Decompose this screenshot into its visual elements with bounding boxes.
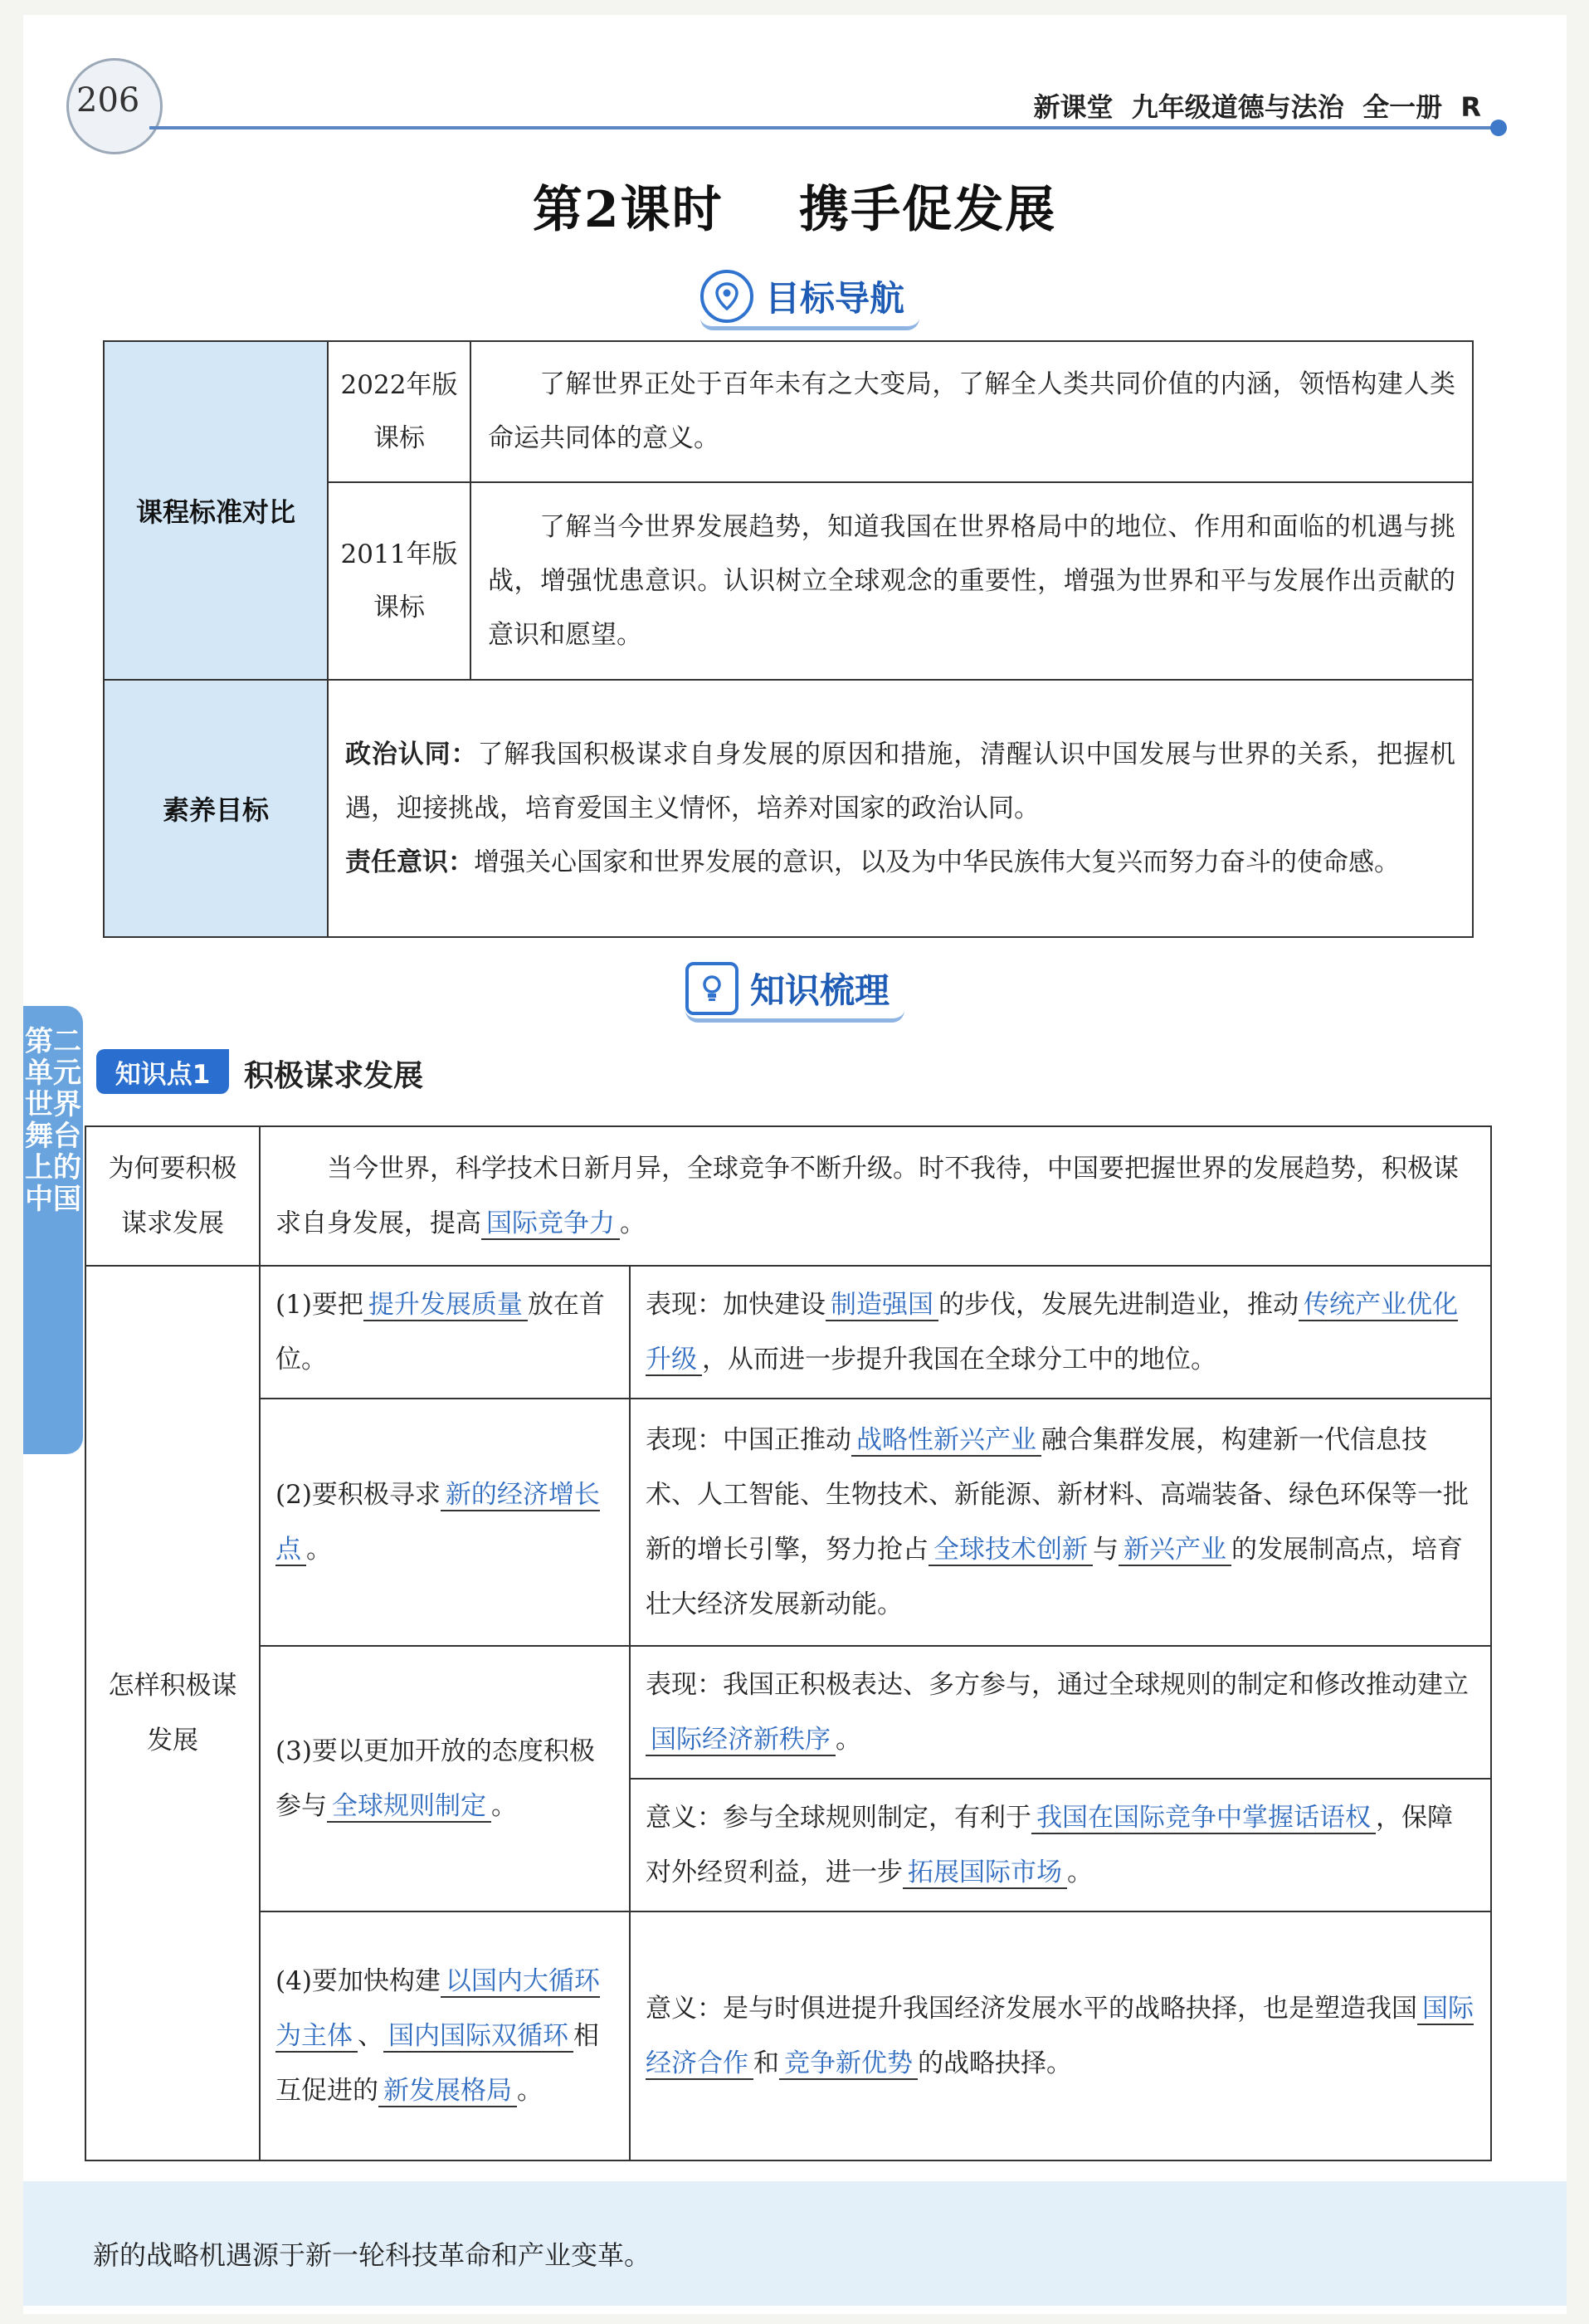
answer-blank: 传统产业优化升级 <box>646 1290 1458 1374</box>
m3-r1-pre: 表现：我国正积极表达、多方参与，通过全球规则的制定和修改推动建立 <box>646 1670 1469 1700</box>
m2-r-mid: 融合集群发展，构建新一代信息技术、人工智能、生物技术、新能源、新材料、高端装备、绿色环保等一批新的增长引擎，努力抢占 <box>646 1425 1469 1565</box>
answer-blank: 竞争新优势 <box>779 2048 918 2080</box>
section-banner-knowledge <box>685 959 890 1018</box>
version-2022-label: 2022年版课标 <box>340 370 458 453</box>
why-text: 当今世界，科学技术日新月异，全球竞争不断升级。时不我待，中国要把握世界的发展趋势，积极谋求自身发展，提高 <box>275 1154 1459 1238</box>
m2-r-post: 的发展制高点，培育壮大经济发展新动能。 <box>646 1535 1463 1619</box>
why-text-cell <box>260 1126 1491 1266</box>
m3-r2-pre: 意义：参与全球规则制定，有利于 <box>646 1803 1031 1833</box>
knowledge-point-title: 积极谋求发展 <box>244 1059 424 1093</box>
text-2022: 了解世界正处于百年未有之大变局，了解全人类共同价值的内涵，领悟构建人类命运共同体的意义。 <box>470 341 1473 482</box>
m3-post: 。 <box>491 1791 517 1821</box>
goal1-text: 了解我国积极谋求自身发展的原因和措施，清醒认识中国发展与世界的关系，把握机遇，迎接挑战，培育爱国主义情怀，培养对国家的政治认同。 <box>345 739 1455 823</box>
m3-r2-mid: ，保障对外经贸利益，进一步 <box>646 1803 1453 1887</box>
m2-post: 。 <box>306 1535 332 1565</box>
m4-pre: (4)要加快构建 <box>275 1966 441 1996</box>
answer-blank: 国际经济新秩序 <box>646 1725 836 1756</box>
m2-pre: (2)要积极寻求 <box>275 1480 441 1510</box>
version-2011 <box>328 482 470 680</box>
section-banner-label: 知识梳理 <box>750 970 890 1011</box>
section-banner-label: 目标导航 <box>765 278 905 319</box>
answer-blank: 制造强国 <box>826 1290 938 1321</box>
measure-1-detail <box>630 1266 1491 1399</box>
header-dot-icon <box>1490 120 1507 136</box>
measure-2 <box>260 1399 630 1646</box>
banner-swoosh <box>700 318 919 330</box>
why-head: 为何要积极谋求发展 <box>85 1126 260 1266</box>
m4-r-pre: 意义：是与时俱进提升我国经济发展水平的战略抉择，也是塑造我国 <box>646 1994 1417 2024</box>
m4-mid: 相互促进的 <box>275 2021 599 2106</box>
page-number: 206 <box>76 81 140 120</box>
answer-blank: 全球规则制定 <box>327 1791 491 1823</box>
how-head: 怎样积极谋发展 <box>85 1266 260 2160</box>
measure-2-detail <box>630 1399 1491 1646</box>
m3-r1-post: 。 <box>836 1725 861 1755</box>
version-2011-label: 2011年版课标 <box>340 540 458 622</box>
answer-blank: 国内国际双循环 <box>383 2021 573 2053</box>
m3-r2-post: 。 <box>1067 1858 1093 1887</box>
version-2022 <box>328 341 470 482</box>
knowledge-point-label: 知识点1 <box>96 1049 229 1094</box>
m4-post: 。 <box>517 2076 543 2106</box>
m1-pre: (1)要把 <box>275 1290 363 1320</box>
measure-4 <box>260 1911 630 2160</box>
goal2-label: 责任意识： <box>345 847 474 877</box>
m1-r-mid: 的步伐，发展先进制造业，推动 <box>938 1290 1299 1320</box>
lesson-title: 第2课时 携手促发展 <box>532 181 1057 239</box>
why-end: 。 <box>620 1208 646 1238</box>
answer-blank: 我国在国际竞争中掌握话语权 <box>1031 1803 1376 1834</box>
measure-3-detail-2 <box>630 1779 1491 1911</box>
lightbulb-icon <box>685 962 738 1015</box>
answer-blank: 国际经济合作 <box>646 1994 1474 2078</box>
m1-post: 放在首位。 <box>275 1290 605 1374</box>
goal1-label: 政治认同： <box>345 739 478 769</box>
footer-note: 新的战略机遇源于新一轮科技革命和产业变革。 <box>93 2239 651 2271</box>
m4-r-post: 的战略抉择。 <box>918 2048 1072 2078</box>
banner-swoosh <box>685 1010 904 1023</box>
answer-blank: 新兴产业 <box>1119 1535 1231 1566</box>
answer-blank: 战略性新兴产业 <box>851 1425 1041 1457</box>
answer-blank: 新发展格局 <box>378 2076 517 2107</box>
curriculum-table <box>103 340 1474 938</box>
m1-r-pre: 表现：加快建设 <box>646 1290 826 1320</box>
row-head-standard: 课程标准对比 <box>104 341 328 680</box>
m4-r-and: 和 <box>753 2048 779 2078</box>
knowledge-table <box>85 1125 1492 2161</box>
answer-blank: 以国内大循环为主体 <box>275 1966 600 2051</box>
answer-blank: 全球技术创新 <box>929 1535 1093 1566</box>
answer-blank: 国际竞争力 <box>481 1208 620 1240</box>
m4-sep: 、 <box>358 2021 383 2051</box>
measure-4-detail <box>630 1911 1491 2160</box>
answer-blank: 提升发展质量 <box>363 1290 528 1321</box>
section-banner-goals <box>700 267 904 325</box>
measure-1 <box>260 1266 630 1399</box>
m3-pre: (3)要以更加开放的态度积极参与 <box>275 1736 595 1821</box>
m2-r-pre: 表现：中国正推动 <box>646 1425 851 1455</box>
goal-text <box>328 680 1473 937</box>
book-title: 新课堂 九年级道德与法治 全一册 R <box>1033 91 1481 123</box>
unit-side-tab: 第二单元 世界舞台上的中国 <box>23 1006 83 1454</box>
measure-3 <box>260 1646 630 1911</box>
m2-r-and: 与 <box>1093 1535 1119 1565</box>
goal2-text: 增强关心国家和世界发展的意识，以及为中华民族伟大复兴而努力奋斗的使命感。 <box>474 847 1400 877</box>
row-head-goal: 素养目标 <box>104 680 328 937</box>
header-rule <box>149 126 1494 129</box>
m1-r-post: ，从而进一步提升我国在全球分工中的地位。 <box>702 1345 1216 1374</box>
answer-blank: 拓展国际市场 <box>903 1858 1067 1889</box>
answer-blank: 新的经济增长点 <box>275 1480 600 1565</box>
measure-3-detail-1 <box>630 1646 1491 1779</box>
location-pin-icon <box>700 270 753 323</box>
text-2011: 了解当今世界发展趋势，知道我国在世界格局中的地位、作用和面临的机遇与挑战，增强忧患意识。认识树立全球观念的重要性，增强为世界和平与发展作出贡献的意识和愿望。 <box>470 482 1473 680</box>
